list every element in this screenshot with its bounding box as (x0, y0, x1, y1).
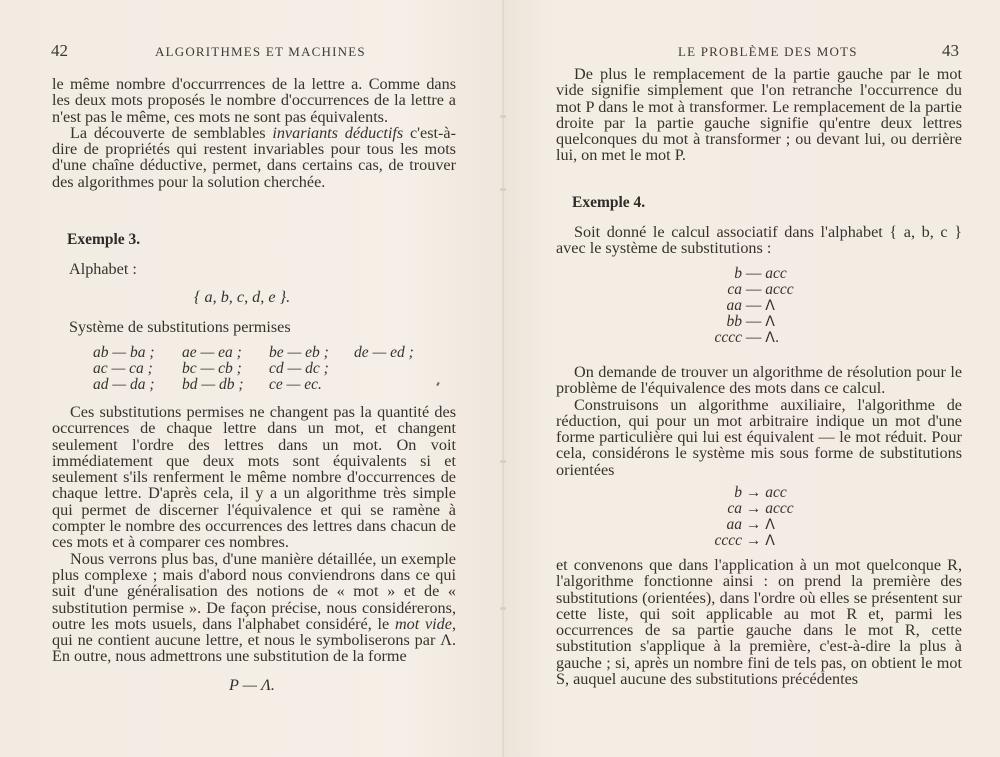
left-para-1 (52, 76, 456, 190)
rule-sep: — (745, 329, 762, 346)
substitution-row (93, 377, 414, 393)
binding-stitch (500, 115, 506, 118)
rule-right: Λ (765, 298, 775, 314)
substitution-row (700, 314, 794, 330)
substitution-row (700, 298, 794, 314)
rule-right: Λ (765, 517, 775, 533)
text-run: , qui ne contient aucune lettre, et nous le symboliserons par Λ. En outre, nous admettrons une substitution de la forme (52, 614, 456, 666)
running-head-left: ALGORITHMES ET MACHINES (155, 44, 366, 59)
text-run: La découverte de semblables (70, 123, 273, 142)
example-3-heading: Exemple 3. (67, 231, 141, 248)
system-label: Système de substitutions permises (69, 318, 291, 336)
example-4-heading: Exemple 4. (572, 194, 646, 211)
formula-p-empty: P — Λ. (229, 676, 275, 694)
rule-left: ca (727, 281, 742, 298)
rule-right: Λ. (765, 330, 780, 346)
running-head-right: LE PROBLÈME DES MOTS (678, 44, 858, 59)
binding-stitch (500, 607, 506, 610)
rule-sep: — (745, 313, 762, 330)
rule-sep: — (745, 297, 762, 314)
page-number-left: 42 (51, 41, 68, 60)
paragraph (52, 125, 456, 190)
gutter (502, 0, 504, 757)
rule-left: cccc (714, 532, 742, 549)
right-para-4 (556, 557, 962, 687)
arrow-right-icon: → (745, 532, 762, 549)
substitution: ad — da ; (93, 376, 155, 393)
substitution-row (700, 517, 794, 533)
substitution-row (700, 282, 794, 298)
substitution: ce — ec. (269, 376, 322, 393)
rule-right: acc (765, 265, 787, 282)
alphabet-label: Alphabet : (69, 260, 137, 278)
substitution: ac — ca ; (93, 360, 153, 377)
substitution-row (700, 330, 794, 346)
substitution-row (700, 485, 794, 501)
substitution: bc — cb ; (182, 360, 242, 377)
substitution-row (93, 345, 414, 361)
substitution: de — ed ; (354, 344, 414, 361)
substitution-row (93, 361, 414, 377)
rule-right: Λ (765, 533, 775, 549)
left-para-3 (52, 404, 456, 665)
rule-right: accc (765, 500, 794, 517)
substitution-table (93, 345, 414, 393)
rule-left: bb (726, 313, 742, 330)
substitution: ae — ea ; (182, 344, 242, 361)
arrow-right-icon: → (745, 500, 762, 517)
alphabet-set: { a, b, c, d, e }. (194, 288, 291, 306)
right-para-1 (556, 66, 962, 164)
right-para-2 (556, 364, 962, 478)
emphasis: mot vide (394, 614, 452, 633)
substitution: be — eb ; (269, 344, 329, 361)
paragraph: On demande de trouver un algorithme de résolution pour le problème de l'équivalence des mots dans ce calcul. (556, 363, 962, 398)
rule-sep: — (745, 265, 762, 282)
substitution: cd — dc ; (269, 360, 329, 377)
text-run: Nous verrons plus bas, d'une manière détaillée, un exemple plus complexe ; mais d'abord nous conviendrons dans ce qui suit d'une généralisation des notions de « mot » et de « substitution permise ». De façon précise, nous considérerons, outre les mots usuels, dans l'alphabet considéré, le (52, 549, 456, 633)
substitution-system (700, 266, 794, 346)
rule-left: cccc (714, 329, 742, 346)
paragraph: De plus le remplacement de la partie gauche par le mot vide signifie simplement que l'on retranche l'occurrence du mot P dans le mot à transformer. Le remplacement de la partie droite par la partie gauche signifie qu'entre deux lettres quelconques du mot à transformer ; ou devant lui, ou derrière lui, on met le mot P. (556, 65, 962, 165)
substitution-row (700, 266, 794, 282)
oriented-substitutions (700, 485, 794, 549)
rule-left: b (734, 484, 742, 501)
emphasis: invariants déductifs (272, 123, 404, 142)
rule-left: aa (726, 297, 742, 314)
arrow-right-icon: → (745, 516, 762, 533)
right-intro (556, 224, 962, 257)
rule-right: acc (765, 484, 787, 501)
substitution-row (700, 533, 794, 549)
paragraph (52, 551, 456, 665)
substitution-row (700, 501, 794, 517)
substitution: ab — ba ; (93, 344, 155, 361)
paragraph: et convenons que dans l'application à un mot quelconque R, l'algorithme fonctionne ainsi : on prend la première des substitutions (orientées), dans l'ordre où elles se présentent sur cette liste, qui soit applicable au mot R et, parmi les occurrences de sa partie gauche dans le mot R, cette substitution s'applique à la première, c'est-à-dire la plus à gauche ; si, après un nombre fini de tels pas, on obtient le mot S, auquel aucune des substitutions précédentes (556, 556, 962, 689)
binding-stitch (500, 188, 506, 191)
paragraph: Ces substitutions permises ne changent pas la quantité des occurrences de chaque lettre dans un mot, et changent seulement l'ordre des lettres dans un mot. On voit immédiatement que deux mots sont équivalents si et seulement s'ils renferment le même nombre d'occurrences de chaque lettre. D'après cela, il y a un algorithme très simple qui permet de discerner l'équivalence et qui se ramène à compter le nombre des occurrences des lettres dans chacun de ces mots et à comparer ces nombres. (52, 403, 456, 552)
paragraph: Soit donné le calcul associatif dans l'alphabet { a, b, c } avec le système de substitutions : (556, 223, 962, 258)
paragraph: le même nombre d'occurrrences de la lettre a. Comme dans les deux mots proposés le nombre d'occurrences de la lettre a n'est pas le même, ces mots ne sont pas équivalents. (52, 75, 456, 126)
substitution: bd — db ; (182, 376, 244, 393)
rule-sep: — (745, 281, 762, 298)
rule-left: aa (726, 516, 742, 533)
rule-right: Λ (765, 314, 775, 330)
rule-right: accc (765, 281, 794, 298)
binding-stitch (500, 460, 506, 463)
text-run: c'est-à-dire de propriétés qui restent invariables pour tous les mots d'une chaîne déductive, permet, dans certains cas, de trouver des algorithmes pour la solution cherchée. (52, 123, 456, 191)
page-number-right: 43 (942, 41, 959, 60)
paragraph: Construisons un algorithme auxiliaire, l'algorithme de réduction, qui pour un mot arbitraire indique un mot d'une forme particulière qui lui est équivalent — le mot réduit. Pour cela, considérons le système mis sous forme de substitutions orientées (556, 395, 962, 479)
rule-left: b (734, 265, 742, 282)
arrow-right-icon: → (745, 484, 762, 501)
rule-left: ca (727, 500, 742, 517)
